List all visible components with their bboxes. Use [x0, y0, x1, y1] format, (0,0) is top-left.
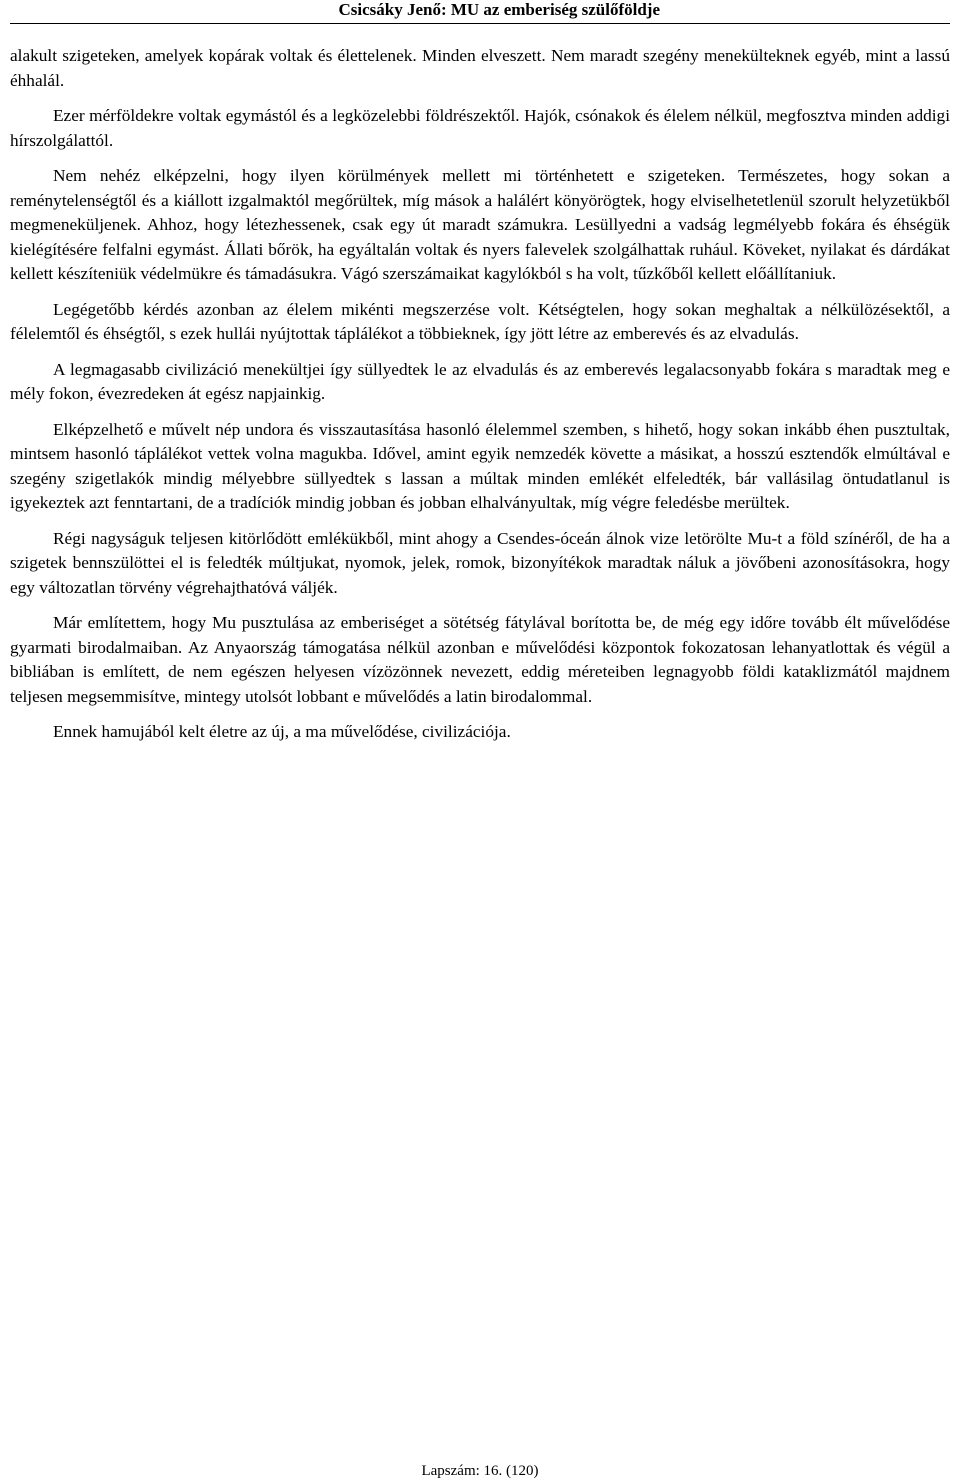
document-body [10, 44, 950, 756]
paragraph: Ezer mérföldekre voltak egymástól és a legközelebbi földrészektől. Hajók, csónakok és élelem nélkül, megfosztva minden addigi hírszolgálattól. [10, 106, 950, 150]
paragraph: Nem nehéz elképzelni, hogy ilyen körülmények mellett mi történhetett e szigeteken. Természetes, hogy sokan a reménytelenségtől és a kiállott izgalmaktól megőrültek, míg mások a halálért könyörögtek, hogy elviselhetetlenül szorult helyzetükből megmeneküljenek. Ahhoz, hogy létezhessenek, csak egy út maradt számukra. Lesüllyedni a vadság legmélyebb fokára és éhségük kielégítésére felfalni egymást. Állati bőrök, ha egyáltalán voltak és nyers falevelek szolgálhattak ruhául. Köveket, nyilakat és dárdákat kellett készíteniük védelmükre és támadásukra. Vágó szerszámaikat kagylókból s ha volt, tűzkőből kellett előállítaniuk. [10, 166, 950, 283]
paragraph: Ennek hamujából kelt életre az új, a ma művelődése, civilizációja. [53, 722, 511, 741]
header-rule [10, 23, 950, 24]
paragraph: Régi nagyságuk teljesen kitörlődött emlékükből, mint ahogy a Csendes-óceán álnok vize letörölte Mu-t a föld színéről, de ha a szigetek bennszülöttei el is feledték múltjukat, nyomok, jelek, romok, bizonyítékok maradtak náluk a jövőbeni azonosításokra, hogy egy változatlan törvény végrehajthatóvá váljék. [10, 528, 950, 597]
paragraph: Már említettem, hogy Mu pusztulása az emberiséget a sötétség fátylával borította be, de még egy időre tovább élt művelődése gyarmati birodalmaiban. Az Anyaország támogatása nélkül azonban e művelődési központok fokozatosan lehanyatlottak és végül a bibliában is említett, de nem egészen helyesen vízözönnek nevezett, eddig méreteiben legnagyobb földi kataklizmától majdnem teljesen megsemmisítve, mintegy utolsót lobbant e művelődés a latin birodalommal. [10, 613, 950, 706]
paragraph: Legégetőbb kérdés azonban az élelem mikénti megszerzése volt. Kétségtelen, hogy sokan meghaltak a nélkülözésektől, a félelemtől és éhségtől, s ezek hullái nyújtottak táplálékot a többieknek, így jött létre az emberevés és az elvadulás. [10, 299, 950, 343]
page-number: Lapszám: 16. (120) [421, 1463, 539, 1479]
paragraph: A legmagasabb civilizáció menekültjei így süllyedtek le az elvadulás és az emberevés legalacsonyabb fokára s maradtak meg e mély fokon, évezredeken át egész napjainkig. [10, 359, 950, 403]
running-header-title: Csicsáky Jenő: MU az emberiség szülőföldje [338, 0, 660, 19]
paragraph: Elképzelhető e művelt nép undora és visszautasítása hasonló élelemmel szemben, s hihető, hogy sokan inkább éhen pusztultak, mintsem hasonló táplálékot vettek volna magukba. Idővel, amint egyik nemzedék követte a másikat, a hosszú esztendők elmúltával e szegény szigetlakók mindig mélyebbre süllyedtek s lassan a múltak minden emlékét elfeledték, bár vallásilag öntudatlanul is igyekeztek azt fenntartani, de a tradíciók mindig jobban és jobban elhalványultak, míg végre feledésbe merültek. [10, 419, 950, 512]
paragraph-continuation: alakult szigeteken, amelyek kopárak voltak és élettelenek. Minden elveszett. Nem maradt szegény menekülteknek egyéb, mint a lassú éhhalál. [10, 46, 950, 90]
